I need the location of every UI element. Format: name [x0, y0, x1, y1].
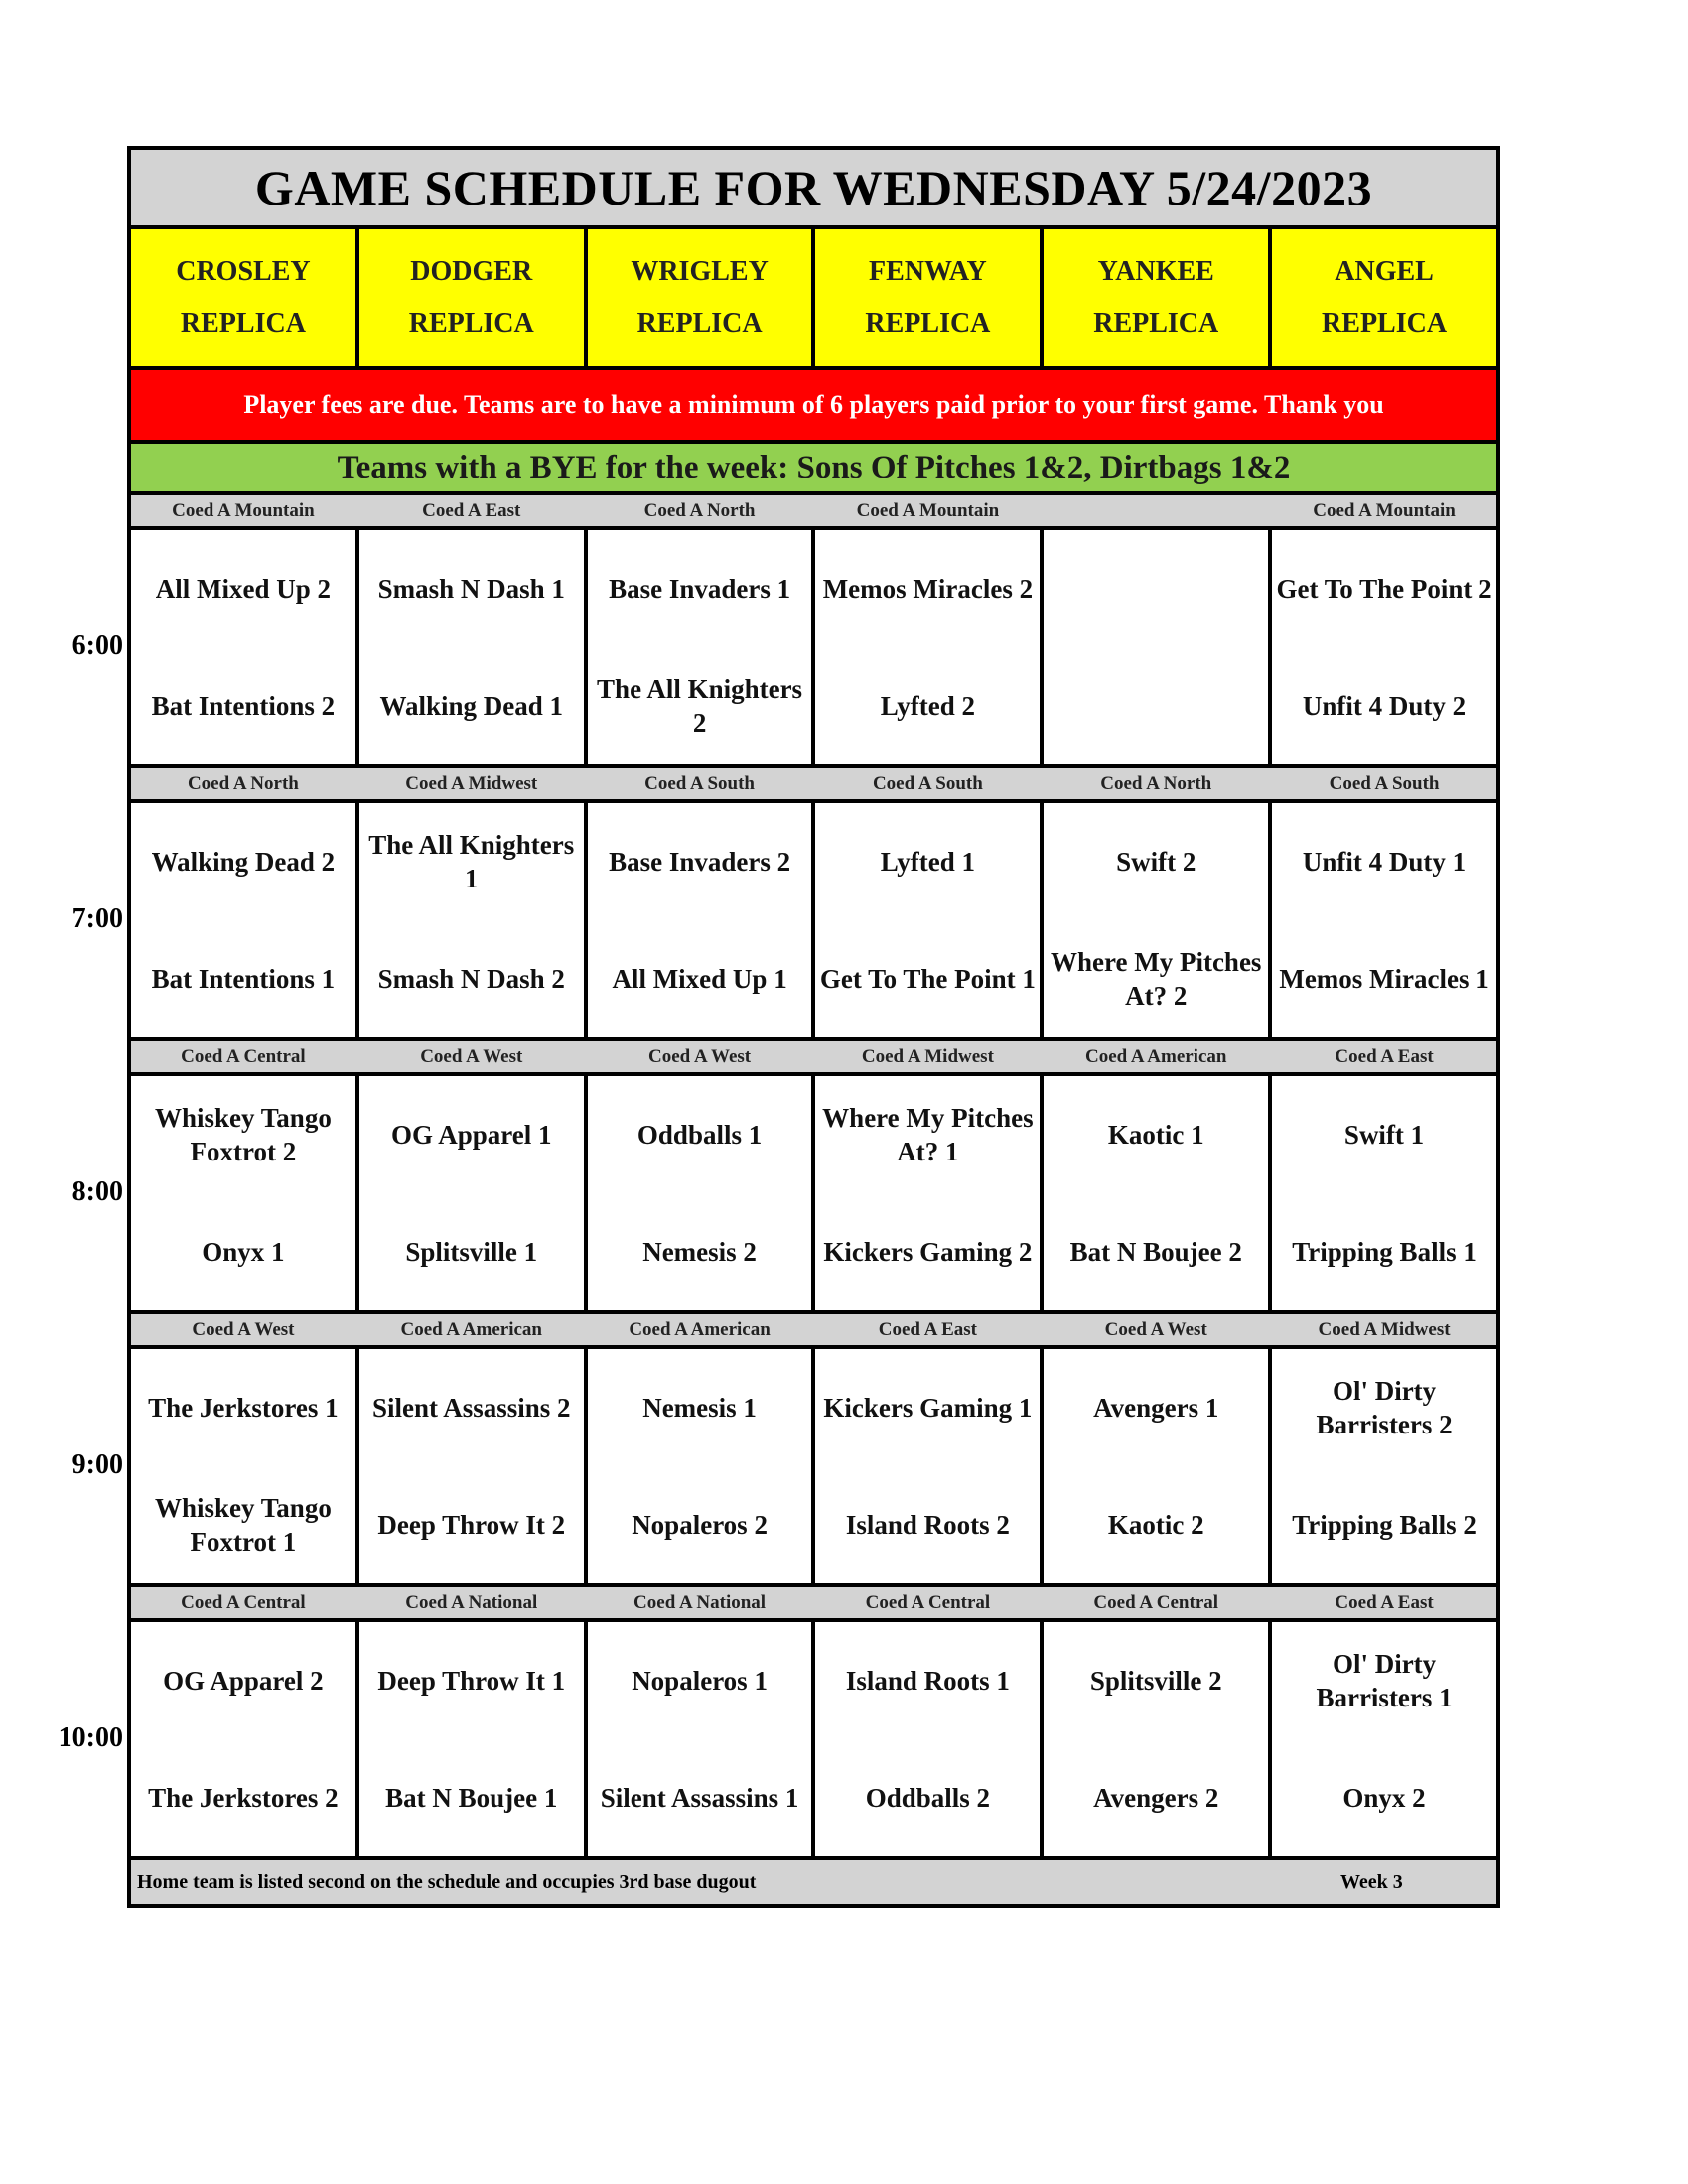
division-label: Coed A Midwest — [1318, 1318, 1451, 1340]
home-team: Onyx 1 — [202, 1237, 285, 1267]
away-team: Smash N Dash 1 — [377, 574, 565, 604]
division-label: Coed A West — [1044, 1314, 1272, 1345]
field-subtitle: REPLICA — [408, 308, 534, 339]
division-row — [131, 768, 1496, 803]
away-team: Ol' Dirty Barristers 2 — [1316, 1376, 1453, 1439]
away-team: Swift 2 — [1116, 847, 1196, 877]
game-cell — [815, 530, 1044, 764]
home-team: Bat Intentions 1 — [151, 964, 336, 994]
division-label: Coed A North — [588, 495, 816, 526]
home-team: The All Knighters 2 — [597, 674, 803, 738]
home-team: Silent Assassins 1 — [600, 1783, 799, 1813]
away-team: Nemesis 1 — [642, 1393, 757, 1423]
home-team: Avengers 2 — [1093, 1783, 1219, 1813]
game-cell — [131, 1076, 359, 1310]
time-slot — [71, 768, 1496, 1041]
division-label: Coed A American — [359, 1314, 588, 1345]
field-subtitle: REPLICA — [180, 308, 306, 339]
game-cell — [359, 1622, 588, 1856]
division-row — [131, 1041, 1496, 1076]
home-team: Splitsville 1 — [405, 1237, 538, 1267]
field-subtitle: REPLICA — [865, 308, 991, 339]
game-cell — [815, 803, 1044, 1037]
away-team: Get To The Point 2 — [1276, 574, 1492, 604]
bye-banner: Teams with a BYE for the week: Sons Of Pitches 1&2, Dirtbags 1&2 — [131, 444, 1496, 495]
game-row — [131, 1349, 1496, 1587]
away-team: Base Invaders 1 — [609, 574, 791, 604]
division-label: Coed A North — [131, 768, 359, 799]
field-header-dodger — [359, 229, 588, 366]
home-team: Tripping Balls 2 — [1292, 1510, 1477, 1540]
home-team: Onyx 2 — [1342, 1783, 1426, 1813]
game-row — [131, 530, 1496, 768]
division-label: Coed A American — [1044, 1041, 1272, 1072]
away-team: Kaotic 1 — [1107, 1120, 1204, 1150]
game-row — [131, 1622, 1496, 1860]
division-label: Coed A Central — [131, 1587, 359, 1618]
home-team: Walking Dead 1 — [379, 691, 564, 721]
game-cell — [588, 803, 816, 1037]
time-label: 8:00 — [71, 1176, 123, 1207]
game-cell — [588, 1622, 816, 1856]
field-subtitle: REPLICA — [636, 308, 763, 339]
division-label: Coed A West — [588, 1041, 816, 1072]
division-label: Coed A South — [815, 768, 1044, 799]
division-label: Coed A Central — [815, 1587, 1044, 1618]
week-label: Week 3 — [1340, 1870, 1403, 1893]
division-label: Coed A East — [1335, 1045, 1434, 1067]
field-header-fenway — [815, 229, 1044, 366]
time-label: 9:00 — [71, 1449, 123, 1480]
division-label — [1044, 495, 1272, 526]
home-team: Bat N Boujee 2 — [1069, 1237, 1242, 1267]
away-team: Swift 1 — [1343, 1120, 1425, 1150]
home-team: Bat Intentions 2 — [151, 691, 336, 721]
field-name: WRIGLEY — [631, 256, 769, 287]
division-row — [131, 1587, 1496, 1622]
away-team: OG Apparel 2 — [163, 1666, 324, 1696]
home-team: Where My Pitches At? 2 — [1051, 947, 1262, 1011]
home-team: Oddballs 2 — [865, 1783, 991, 1813]
field-header-angel — [1272, 229, 1496, 366]
game-cell — [1272, 1622, 1496, 1856]
field-subtitle: REPLICA — [1093, 308, 1219, 339]
away-team: Where My Pitches At? 1 — [822, 1103, 1034, 1166]
division-label: Coed A West — [359, 1041, 588, 1072]
away-team: Deep Throw It 1 — [377, 1666, 566, 1696]
division-label: Coed A East — [1335, 1591, 1434, 1613]
away-team: The All Knighters 1 — [368, 830, 575, 893]
game-cell — [815, 1349, 1044, 1583]
page-title: GAME SCHEDULE FOR WEDNESDAY 5/24/2023 — [131, 150, 1496, 229]
away-team: OG Apparel 1 — [390, 1120, 552, 1150]
home-team: Smash N Dash 2 — [377, 964, 565, 994]
game-cell — [131, 1349, 359, 1583]
field-header-yankee — [1044, 229, 1272, 366]
division-label: Coed A South — [588, 768, 816, 799]
home-team: Deep Throw It 2 — [377, 1510, 566, 1540]
game-cell — [815, 1622, 1044, 1856]
away-team: All Mixed Up 2 — [155, 574, 332, 604]
division-label: Coed A East — [815, 1314, 1044, 1345]
game-cell — [1044, 1349, 1272, 1583]
home-team: Kickers Gaming 2 — [823, 1237, 1033, 1267]
game-cell — [588, 1076, 816, 1310]
game-cell — [359, 1349, 588, 1583]
division-label: Coed A Central — [1044, 1587, 1272, 1618]
division-label: Coed A Midwest — [359, 768, 588, 799]
away-team: Island Roots 1 — [845, 1666, 1010, 1696]
home-team — [1044, 647, 1268, 764]
home-team: Bat N Boujee 1 — [385, 1783, 558, 1813]
game-cell — [1272, 803, 1496, 1037]
time-slot — [71, 495, 1496, 768]
field-header-row — [131, 229, 1496, 370]
game-cell — [1272, 1076, 1496, 1310]
field-header-crosley — [131, 229, 359, 366]
game-cell — [359, 1076, 588, 1310]
away-team: Avengers 1 — [1093, 1393, 1219, 1423]
game-cell — [815, 1076, 1044, 1310]
game-cell — [359, 803, 588, 1037]
away-team: Splitsville 2 — [1089, 1666, 1222, 1696]
division-label: Coed A Mountain — [815, 495, 1044, 526]
home-team: Island Roots 2 — [845, 1510, 1010, 1540]
division-label: Coed A National — [588, 1587, 816, 1618]
home-team: Memos Miracles 1 — [1279, 964, 1489, 994]
field-name: YANKEE — [1097, 256, 1214, 287]
away-team: Lyfted 1 — [880, 847, 976, 877]
home-team: Nemesis 2 — [642, 1237, 757, 1267]
game-cell — [1044, 1076, 1272, 1310]
division-label: Coed A North — [1044, 768, 1272, 799]
time-label: 7:00 — [71, 903, 123, 934]
home-team: Tripping Balls 1 — [1292, 1237, 1477, 1267]
away-team: Memos Miracles 2 — [822, 574, 1034, 604]
field-name: FENWAY — [869, 256, 987, 287]
home-team: Kaotic 2 — [1107, 1510, 1204, 1540]
away-team: Oddballs 1 — [636, 1120, 763, 1150]
game-row — [131, 803, 1496, 1041]
footer-note: Home team is listed second on the schedule and occupies 3rd base dugout — [137, 1870, 757, 1893]
division-row — [131, 1314, 1496, 1349]
away-team: Unfit 4 Duty 1 — [1302, 847, 1467, 877]
game-cell — [1272, 1349, 1496, 1583]
field-header-wrigley — [588, 229, 816, 366]
game-cell — [1272, 530, 1496, 764]
home-team: Whiskey Tango Foxtrot 1 — [154, 1493, 332, 1557]
home-team: The Jerkstores 2 — [148, 1783, 339, 1813]
division-label: Coed A American — [588, 1314, 816, 1345]
field-name: DODGER — [410, 256, 533, 287]
schedule-sheet — [58, 146, 1500, 1908]
away-team — [1044, 530, 1268, 647]
game-cell — [1044, 803, 1272, 1037]
home-team: Nopaleros 2 — [632, 1510, 768, 1540]
time-label: 10:00 — [58, 1722, 123, 1753]
game-cell — [359, 530, 588, 764]
field-subtitle: REPLICA — [1322, 308, 1448, 339]
away-team: Nopaleros 1 — [632, 1666, 768, 1696]
away-team: The Jerkstores 1 — [148, 1393, 339, 1423]
game-cell — [588, 530, 816, 764]
time-slots — [58, 495, 1496, 1860]
away-team: Silent Assassins 2 — [371, 1393, 571, 1423]
away-team: Kickers Gaming 1 — [823, 1393, 1033, 1423]
home-team: Lyfted 2 — [880, 691, 976, 721]
division-label: Coed A Midwest — [815, 1041, 1044, 1072]
game-cell — [588, 1349, 816, 1583]
division-label: Coed A South — [1329, 772, 1440, 794]
division-label: Coed A East — [359, 495, 588, 526]
fee-notice-banner: Player fees are due. Teams are to have a minimum of 6 players paid prior to your first game. Thank you — [131, 370, 1496, 444]
game-cell — [131, 1622, 359, 1856]
home-team: All Mixed Up 1 — [612, 964, 787, 994]
game-cell — [1044, 530, 1272, 764]
time-label: 6:00 — [71, 630, 123, 661]
division-label: Coed A Central — [131, 1041, 359, 1072]
game-cell — [131, 530, 359, 764]
division-label: Coed A West — [131, 1314, 359, 1345]
time-slot — [71, 1314, 1496, 1587]
division-label: Coed A National — [359, 1587, 588, 1618]
away-team: Ol' Dirty Barristers 1 — [1316, 1649, 1453, 1712]
game-row — [131, 1076, 1496, 1314]
division-label: Coed A Mountain — [1313, 499, 1456, 521]
away-team: Walking Dead 2 — [151, 847, 336, 877]
home-team: Unfit 4 Duty 2 — [1302, 691, 1467, 721]
game-cell — [1044, 1622, 1272, 1856]
away-team: Base Invaders 2 — [609, 847, 791, 877]
game-cell — [131, 803, 359, 1037]
field-name: CROSLEY — [176, 256, 311, 287]
time-slot — [71, 1041, 1496, 1314]
field-name: ANGEL — [1335, 256, 1434, 287]
time-slot — [58, 1587, 1496, 1860]
away-team: Whiskey Tango Foxtrot 2 — [154, 1103, 332, 1166]
division-label: Coed A Mountain — [131, 495, 359, 526]
home-team: Get To The Point 1 — [819, 964, 1036, 994]
footer-bar — [131, 1860, 1496, 1904]
division-row — [131, 495, 1496, 530]
